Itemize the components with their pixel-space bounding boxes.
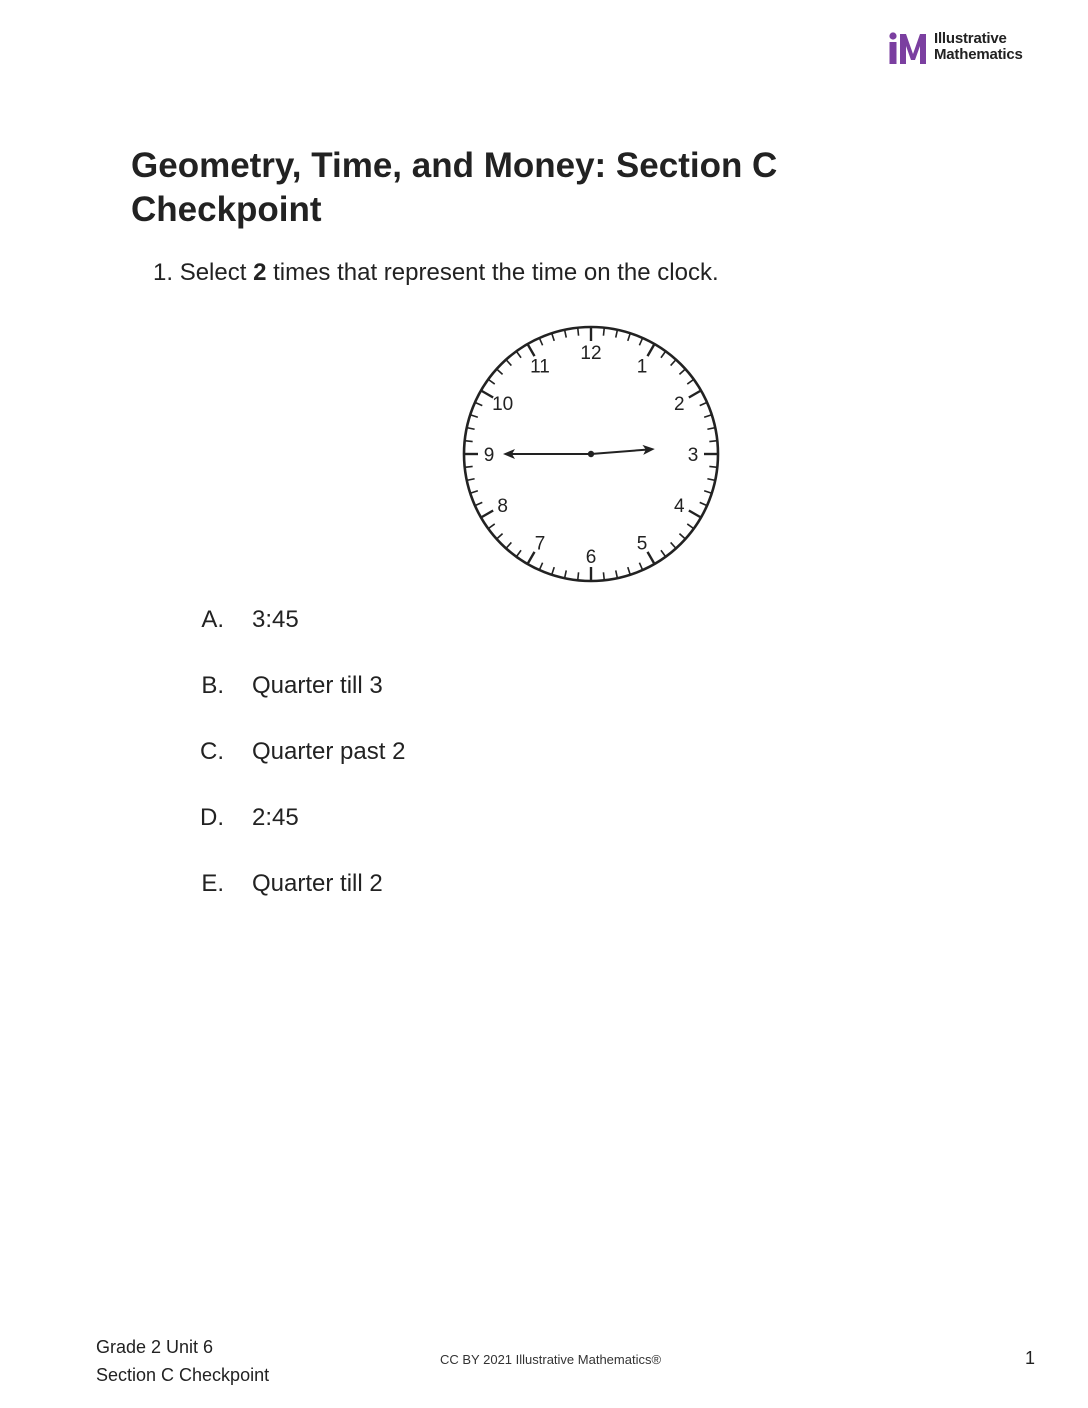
option-letter: D. — [200, 804, 224, 831]
minute-tick — [603, 572, 604, 580]
option-text: Quarter till 3 — [252, 672, 383, 699]
minute-tick — [603, 328, 604, 336]
clock-numeral: 4 — [674, 496, 685, 517]
clock-numeral: 8 — [497, 496, 508, 517]
question-emphasis: 2 — [253, 259, 267, 286]
footer-section: Section C Checkpoint — [96, 1365, 270, 1385]
option-text: 3:45 — [252, 606, 299, 633]
logo-text — [934, 31, 1023, 63]
clock-numeral: 9 — [483, 445, 495, 466]
minute-tick — [465, 441, 473, 442]
minute-tick — [709, 441, 717, 442]
clock-numeral: 3 — [687, 445, 699, 466]
logo-line-1: Illustrative — [934, 30, 1007, 47]
clock-center — [588, 451, 594, 457]
logo-line-2: Mathematics — [934, 46, 1023, 63]
option-text: Quarter till 2 — [252, 870, 383, 897]
question-text-before: Select — [179, 259, 247, 286]
option-letter: C. — [200, 738, 224, 765]
clock-numeral: 11 — [530, 356, 550, 378]
option-letter: E. — [201, 870, 224, 897]
option-letter: B. — [201, 672, 224, 699]
footer-license: CC BY 2021 Illustrative Mathematics® — [440, 1352, 662, 1367]
page-title: Geometry, Time, and Money: Section C Checkpoint — [131, 146, 778, 229]
clock-numeral: 12 — [580, 343, 602, 364]
question-text-after: times that represent the time on the clock. — [273, 259, 719, 286]
analog-clock — [460, 323, 722, 585]
minute-tick — [578, 328, 579, 336]
clock-numeral: 5 — [636, 533, 648, 555]
illustrative-mathematics-logo — [888, 30, 1048, 70]
clock-numeral: 7 — [534, 533, 546, 555]
option-text: 2:45 — [252, 804, 299, 831]
option-letter: A. — [201, 606, 224, 633]
question-number: 1. — [153, 259, 174, 286]
question-1 — [153, 256, 719, 290]
clock-numeral: 1 — [636, 356, 648, 378]
clock-numeral: 10 — [492, 394, 514, 415]
page-number: 1 — [1025, 1348, 1036, 1368]
minute-tick — [709, 466, 717, 467]
im-logo-icon — [888, 32, 928, 66]
minute-tick — [465, 466, 473, 467]
option-text: Quarter past 2 — [252, 738, 406, 765]
minute-tick — [578, 572, 579, 580]
clock-numeral: 6 — [585, 547, 597, 568]
footer-grade-unit: Grade 2 Unit 6 — [96, 1337, 214, 1357]
footer-left — [96, 1333, 269, 1389]
clock-numeral: 2 — [674, 394, 685, 415]
